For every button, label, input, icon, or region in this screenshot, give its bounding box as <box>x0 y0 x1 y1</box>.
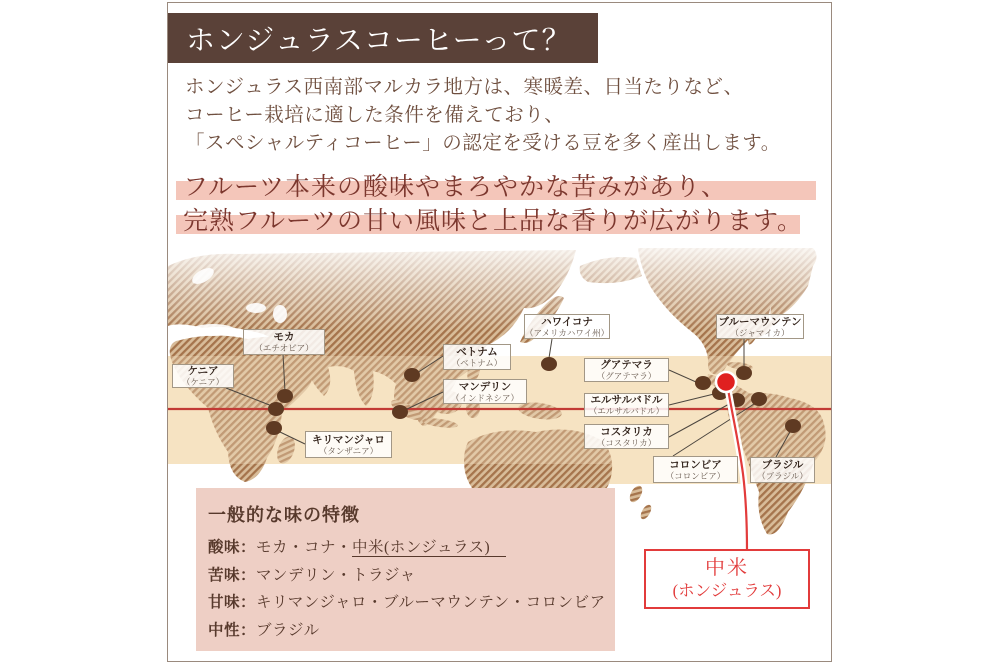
map-label-name: ブラジル <box>761 459 804 471</box>
coffee-bean-marker-blue-mountain <box>736 366 752 380</box>
coffee-bean-marker-kenya <box>268 402 284 416</box>
taste-row-neutral <box>208 617 603 645</box>
map-label-country: （ケニア） <box>181 377 225 387</box>
taste-profile-box <box>196 488 615 651</box>
highlight-text-2: 完熟フルーツの甘い風味と上品な香りが広がります。 <box>183 208 804 235</box>
content-frame <box>167 2 832 662</box>
intro-line-1: ホンジュラス西南部マルカラ地方は、寒暖差、日当たりなど、 <box>185 77 744 98</box>
taste-row-label: 苦味： <box>208 566 257 584</box>
map-label-country: （コスタリカ） <box>596 437 657 448</box>
map-label-country: （ジャマイカ） <box>730 327 790 338</box>
map-label-name: ブルーマウンテン <box>718 315 802 328</box>
coffee-bean-marker-mandheling <box>392 405 408 419</box>
map-label-country: （インドネシア） <box>451 392 519 403</box>
honduras-callout-box <box>644 549 810 609</box>
coffee-bean-marker-mocha <box>277 389 293 403</box>
taste-row-sour <box>208 534 603 562</box>
map-label-country: （ベトナム） <box>451 358 503 368</box>
honduras-marker-icon <box>716 372 736 392</box>
intro-paragraph <box>185 74 781 158</box>
map-label-name: エルサルバドル <box>590 394 663 406</box>
highlight-text-1: フルーツ本来の酸味やまろやかな苦みがあり、 <box>183 174 728 201</box>
coffee-bean-marker-colombia <box>751 392 767 406</box>
taste-value: ブラジル <box>256 621 320 639</box>
map-label-name: コロンビア <box>669 458 722 471</box>
map-label-name: ケニア <box>187 365 219 377</box>
coffee-bean-marker-vietnam <box>404 368 420 382</box>
page-title: ホンジュラスコーヒーって？ <box>186 24 572 57</box>
map-label-country: （エルサルバドル） <box>588 406 665 416</box>
coffee-bean-marker-guatemala <box>695 376 711 390</box>
intro-line-3: 「スペシャルティコーヒー」の認定を受ける豆を多く産出します。 <box>185 133 781 154</box>
map-label-country: （アメリカハワイ州） <box>525 327 610 338</box>
map-label-country: （グアテマラ） <box>596 371 657 381</box>
taste-rows <box>208 534 606 644</box>
map-label-name: マンデリン <box>458 380 512 393</box>
map-label-country: （コロンビア） <box>665 470 726 481</box>
new-zealand-south <box>639 503 654 521</box>
map-label-country: （タンザニア） <box>318 445 379 456</box>
map-label-name: コスタリカ <box>600 425 653 438</box>
map-label-name: ハワイコナ <box>541 315 593 328</box>
map-label-name: ベトナム <box>456 346 498 358</box>
intro-line-2: コーヒー栽培に適した条件を備えており、 <box>185 105 565 126</box>
map-label-name: グアテマラ <box>600 359 653 371</box>
section-title-banner <box>168 13 598 63</box>
callout-region-label: 中米 <box>705 557 749 579</box>
taste-row-label: 酸味： <box>208 539 257 556</box>
coffee-bean-marker-hawaii-kona <box>541 357 557 371</box>
highlight-line-2 <box>176 201 803 237</box>
taste-value: キリマンジャロ・ブルーマウンテン・コロンビア <box>256 594 606 611</box>
taste-value-underlined: 中米(ホンジュラス) <box>352 539 506 557</box>
taste-value: モカ・コナ・ <box>256 539 353 556</box>
taste-row-bitter <box>208 562 603 590</box>
highlight-line-1 <box>176 167 727 203</box>
coffee-bean-marker-brazil <box>785 419 801 433</box>
taste-box-title: 一般的な味の特徴 <box>208 505 360 525</box>
new-zealand-north <box>627 484 645 505</box>
taste-value: マンデリン・トラジャ <box>256 566 416 584</box>
map-label-country: （エチオピア） <box>254 343 314 353</box>
map-connector-hawaii-kona <box>549 339 552 358</box>
taste-row-label: 中性： <box>208 621 257 639</box>
taste-row-label: 甘味： <box>208 594 257 611</box>
coffee-bean-marker-kilimanjaro <box>266 421 282 435</box>
taste-row-sweet <box>208 589 606 617</box>
map-label-name: モカ <box>273 331 295 343</box>
callout-country-label: (ホンジュラス) <box>672 581 782 600</box>
map-label-name: キリマンジャロ <box>312 433 385 446</box>
honduras-marker-layer <box>716 372 736 392</box>
map-label-country: （ブラジル） <box>757 471 808 481</box>
